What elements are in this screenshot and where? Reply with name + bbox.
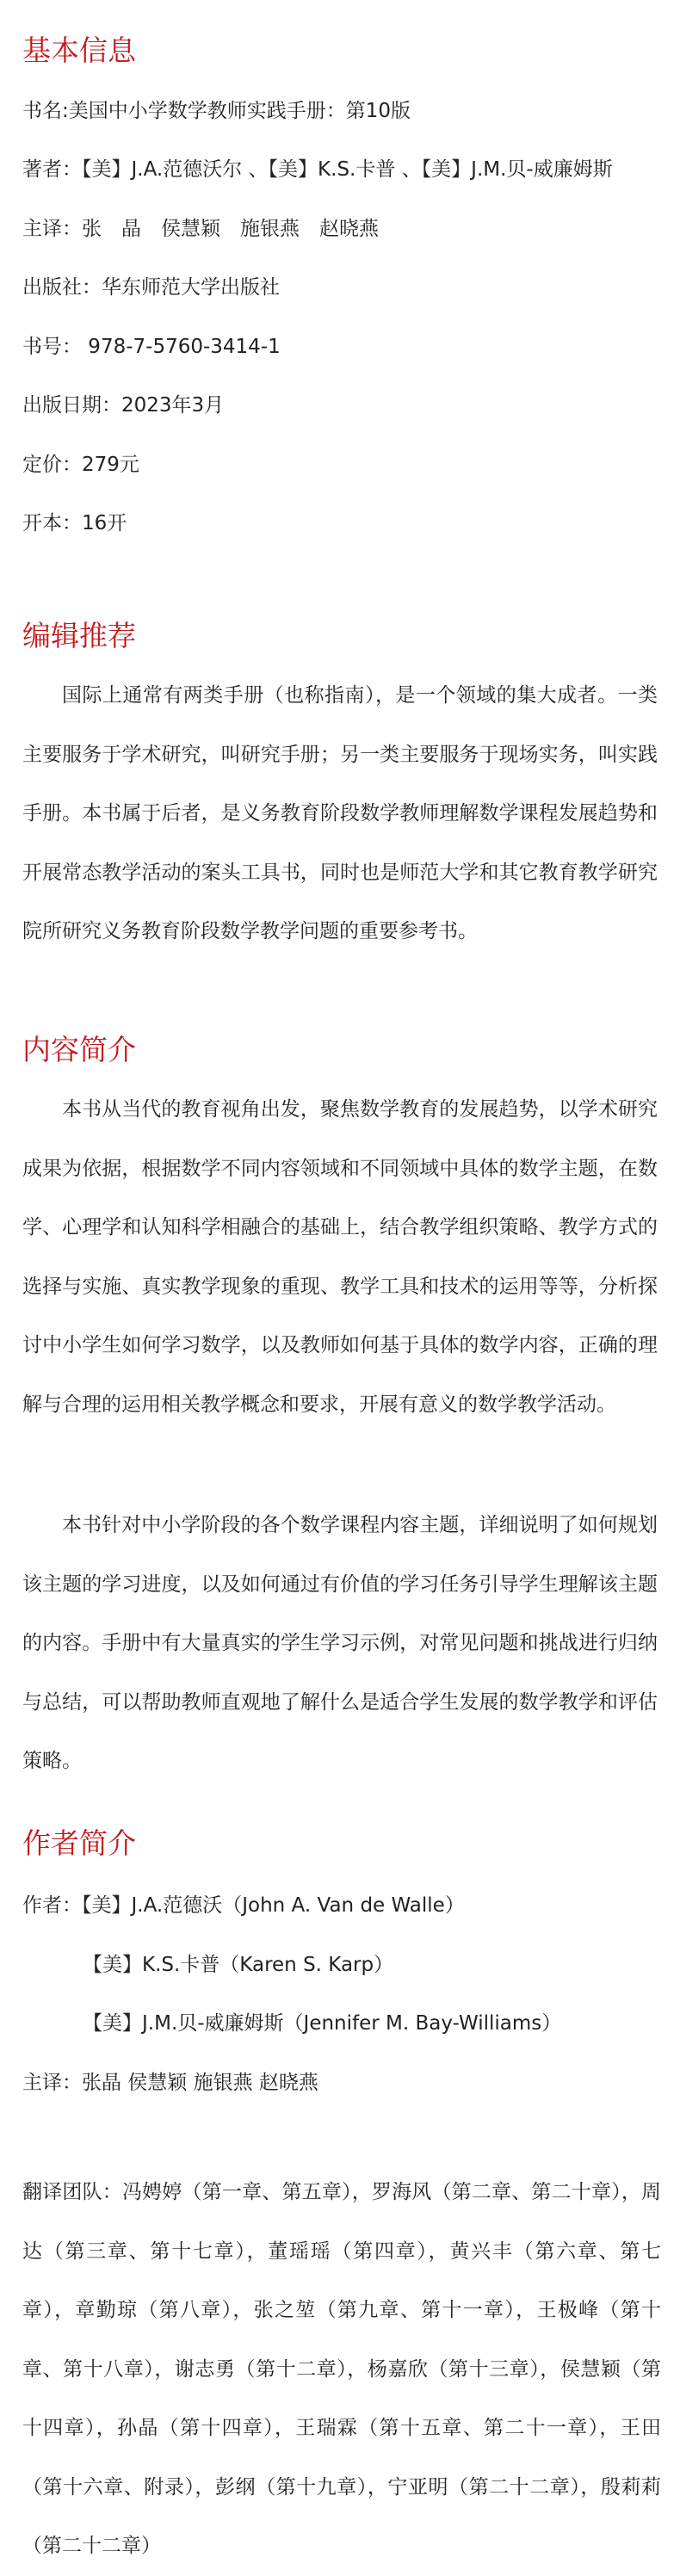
section-title-summary: 内容简介 <box>22 1033 136 1066</box>
isbn-line: 书号： 978-7-5760-3414-1 <box>22 336 281 358</box>
section-title-basic-info: 基本信息 <box>22 34 136 67</box>
chief-translators-line: 主译：张 晶 侯慧颖 施银燕 赵晓燕 <box>22 218 379 240</box>
author-2-line: 【美】K.S.卡普（Karen S. Karp） <box>83 1954 394 1976</box>
summary-paragraph-1: 本书从当代的教育视角出发，聚焦数学教育的发展趋势，以学术研究成果为依据，根据数学不同内容领域和不同领域中具体的数学主题，在数学、心理学和认知科学相融合的基础上，结合教学组织策略、教学方式的选择与实施、真实教学现象的重现、教学工具和技术的运用等等，分析探讨中小学生如何学习数学，以及教师如何基于具体的数学内容，正确的理解与合理的运用相关教学概念和要求，开展有意义的数学教学活动。 <box>22 1098 658 1416</box>
recommend-paragraph: 国际上通常有两类手册（也称指南），是一个领域的集大成者。一类主要服务于学术研究，叫研究手册；另一类主要服务于现场实务，叫实践手册。本书属于后者，是义务教育阶段数学教师理解数学课程发展趋势和开展常态教学活动的案头工具书，同时也是师范大学和其它教育教学研究院所研究义务教育阶段数学教学问题的重要参考书。 <box>22 684 658 942</box>
author-1-line: 作者：【美】J.A.范德沃（John A. Van de Walle） <box>22 1894 465 1917</box>
price-line: 定价：279元 <box>22 454 139 476</box>
section-title-author-intro: 作者简介 <box>22 1826 136 1860</box>
book-title-line: 书名:美国中小学数学教师实践手册：第10版 <box>22 100 411 122</box>
publisher-line: 出版社：华东师范大学出版社 <box>22 276 280 299</box>
author-3-line: 【美】J.M.贝-威廉姆斯（Jennifer M. Bay-Williams） <box>83 2012 562 2035</box>
pub-date-line: 出版日期：2023年3月 <box>22 394 225 417</box>
author-translators-line: 主译：张晶 侯慧颖 施银燕 赵晓燕 <box>22 2072 318 2094</box>
summary-paragraph-2: 本书针对中小学阶段的各个数学课程内容主题，详细说明了如何规划该主题的学习进度，以及如何通过有价值的学习任务引导学生理解该主题的内容。手册中有大量真实的学生学习示例，对常见问题和挑战进行归纳与总结，可以帮助教师直观地了解什么是适合学生发展的数学教学和评估策略。 <box>22 1514 658 1772</box>
format-line: 开本：16开 <box>22 512 127 534</box>
translation-team-paragraph: 翻译团队：冯娉婷（第一章、第五章），罗海风（第二章、第二十章），周达（第三章、第十七章），董瑶瑶（第四章），黄兴丰（第六章、第七章），章勤琼（第八章），张之堃（第九章、第十一章），王极峰（第十章、第十八章），谢志勇（第十二章），杨嘉欣（第十三章），侯慧颖（第十四章），孙晶（第十四章），王瑞霖（第十五章、第二十一章），王田（第十六章、附录），彭纲（第十九章），宁亚明（第二十二章），殷莉莉（第二十二章） <box>22 2181 661 2557</box>
authors-line: 著者：【美】J.A.范德沃尔 、【美】K.S.卡普 、【美】J.M.贝-威廉姆斯 <box>22 158 613 181</box>
section-title-recommend: 编辑推荐 <box>22 619 136 652</box>
